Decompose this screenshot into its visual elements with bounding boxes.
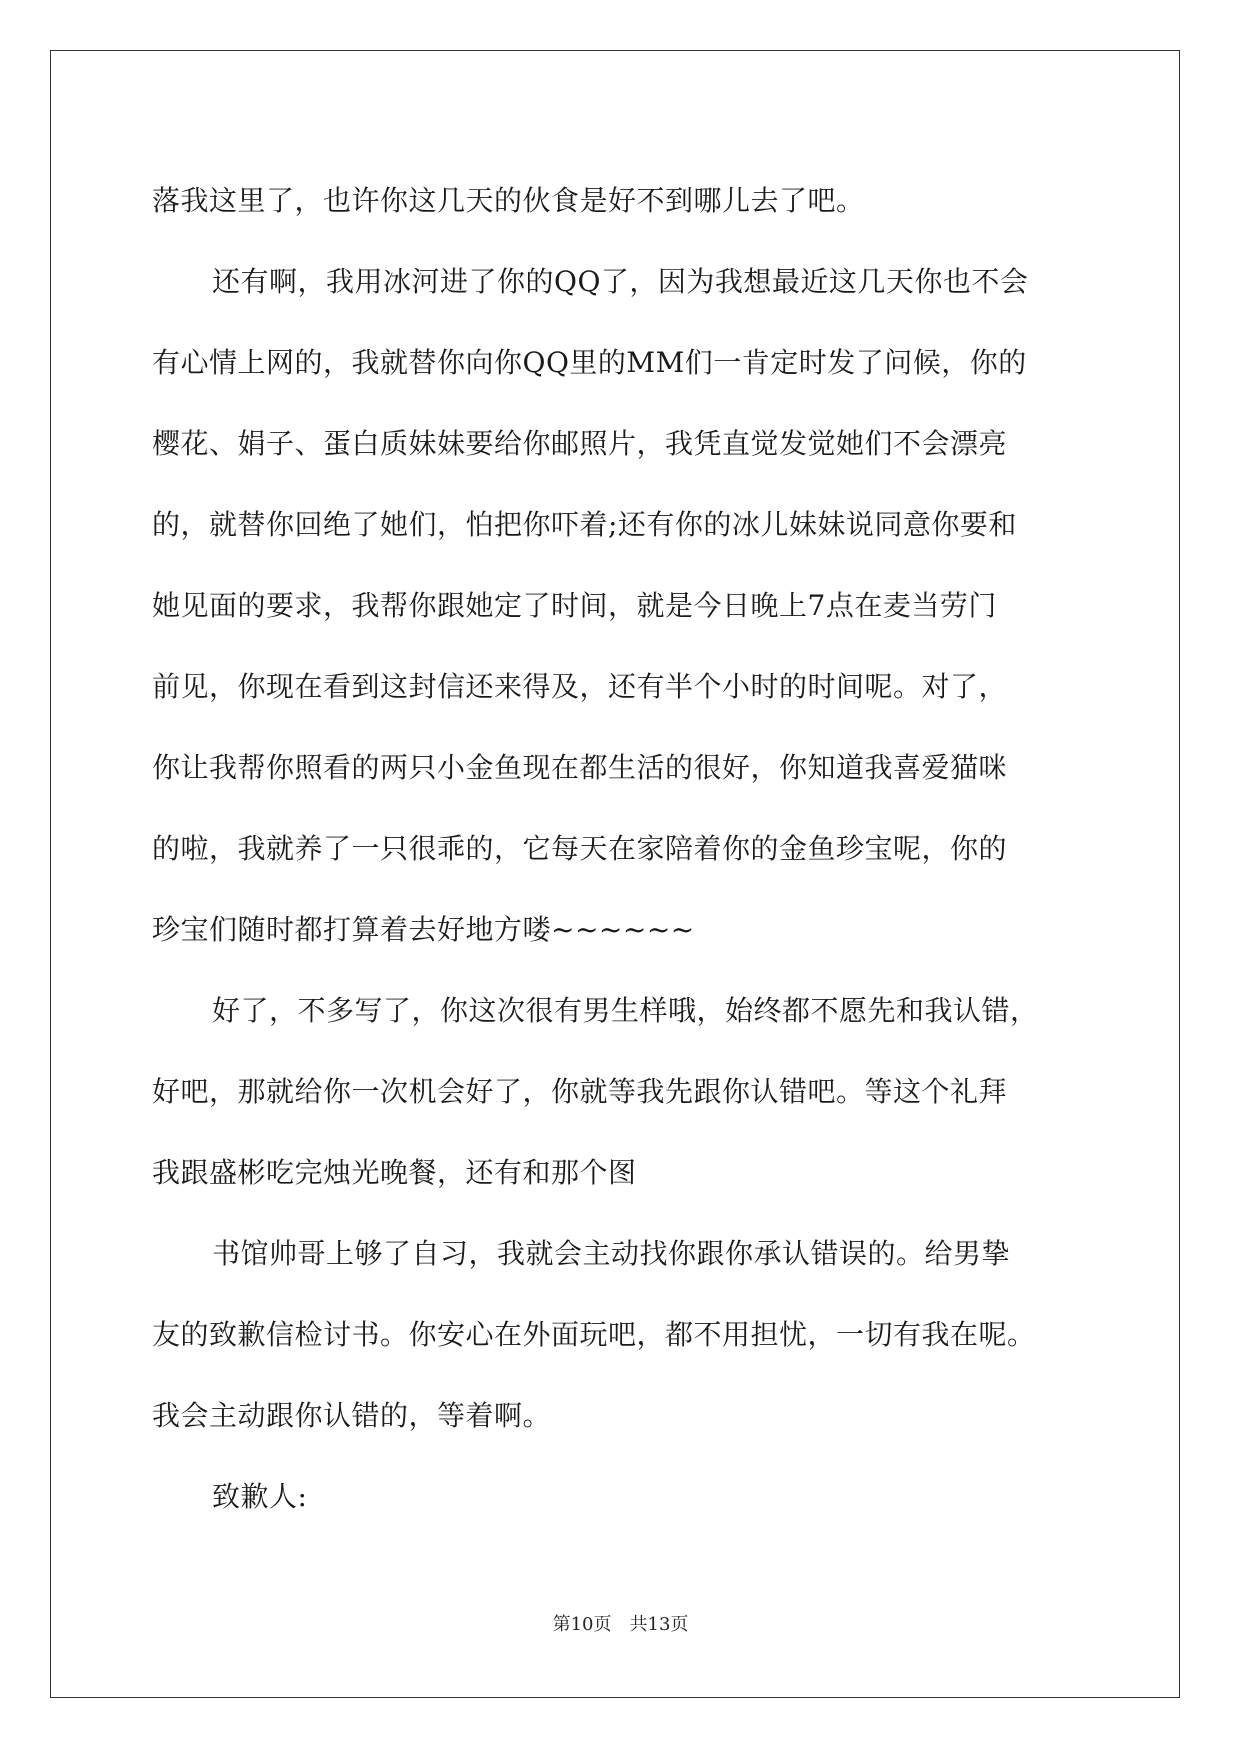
text-line-3: 有心情上网的，我就替你向你QQ里的MM们一肯定时发了问候，你的	[152, 346, 1027, 379]
text-line-15: 友的致歉信检讨书。你安心在外面玩吧，都不用担忧，一切有我在呢。	[152, 1318, 1036, 1351]
text-line-7: 前见，你现在看到这封信还来得及，还有半个小时的时间呢。对了，	[152, 670, 1008, 703]
text-line-8: 你让我帮你照看的两只小金鱼现在都生活的很好，你知道我喜爱猫咪	[152, 751, 1008, 784]
text-line-4: 樱花、娟子、蛋白质妹妹要给你邮照片，我凭直觉发觉她们不会漂亮	[152, 427, 1008, 460]
letter-body	[152, 160, 1092, 1537]
text-line-16: 我会主动跟你认错的，等着啊。	[152, 1399, 552, 1432]
text-line-9: 的啦，我就养了一只很乖的，它每天在家陪着你的金鱼珍宝呢，你的	[152, 832, 1008, 865]
text-line-12: 好吧，那就给你一次机会好了，你就等我先跟你认错吧。等这个礼拜	[152, 1075, 1008, 1108]
text-line-13: 我跟盛彬吃完烛光晚餐，还有和那个图	[152, 1156, 637, 1189]
text-line-6: 她见面的要求，我帮你跟她定了时间，就是今日晚上7点在麦当劳门	[152, 589, 997, 622]
page-number-footer	[0, 1613, 1241, 1637]
text-line-11: 好了，不多写了，你这次很有男生样哦，始终都不愿先和我认错，	[212, 994, 1039, 1027]
text-line-5: 的，就替你回绝了她们，怕把你吓着;还有你的冰儿妹妹说同意你要和	[152, 508, 1017, 541]
text-line-1: 落我这里了，也许你这几天的伙食是好不到哪儿去了吧。	[152, 184, 865, 217]
page-number-label: 第10页 共13页	[552, 1614, 689, 1635]
text-line-2: 还有啊，我用冰河进了你的QQ了，因为我想最近这几天你也不会	[212, 265, 1029, 298]
text-line-10: 珍宝们随时都打算着去好地方喽~~~~~~	[152, 913, 695, 946]
text-line-14: 书馆帅哥上够了自习，我就会主动找你跟你承认错误的。给男挚	[212, 1237, 1011, 1270]
signature-label: 致歉人:	[212, 1480, 308, 1513]
